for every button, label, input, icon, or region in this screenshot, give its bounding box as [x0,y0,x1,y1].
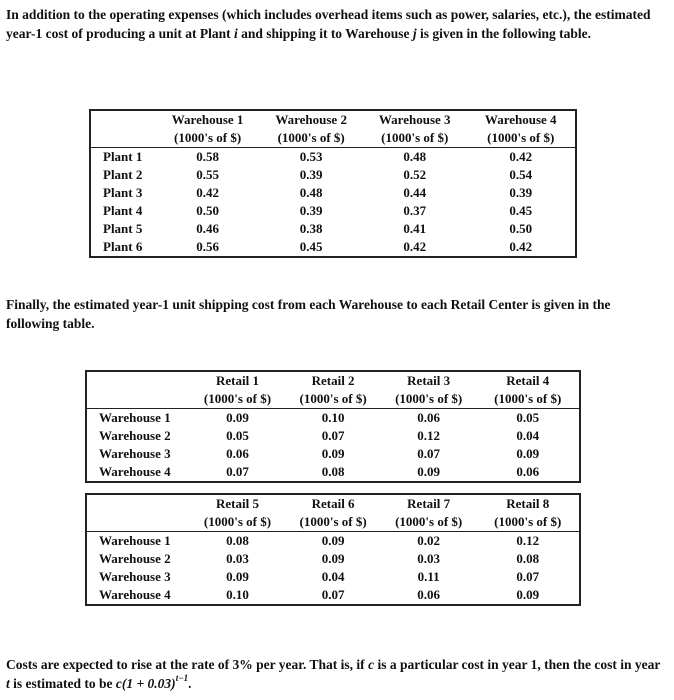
table-cell: 0.05 [476,409,580,428]
header-row [90,110,576,129]
table-cell: 0.12 [476,532,580,551]
table-cell: 0.09 [381,463,477,482]
table-cell: 0.07 [417,446,441,461]
table-cell: 0.45 [467,202,577,220]
footer-text-4: . [188,676,192,691]
row-label: Plant 3 [90,184,156,202]
corner-cell [90,110,156,129]
table-cell: 0.06 [226,446,249,461]
var-j: j [412,26,417,41]
column-header: Warehouse 4 [467,110,577,129]
intro-text-3: is given in the following table. [416,26,591,41]
table-cell: 0.09 [321,446,345,461]
table-row [86,427,580,445]
table-cell: 0.38 [299,221,323,236]
header-row [86,371,580,390]
row-label: Warehouse 3 [86,445,190,463]
column-unit: (1000's of $) [476,390,580,409]
corner-cell [86,494,190,513]
corner-cell [86,513,190,532]
column-header: Retail 7 [381,494,477,513]
header-row [86,494,580,513]
warehouse-retail-cost-table [85,370,581,606]
var-i: i [234,26,238,41]
footer-paragraph [6,655,661,693]
column-unit: (1000's of $) [190,390,286,409]
table-cell: 0.03 [417,551,441,566]
plant-warehouse-cost-body [90,110,576,257]
column-unit: (1000's of $) [285,513,381,532]
table-cell: 0.39 [299,167,323,182]
table-cell: 0.11 [417,569,440,584]
table-cell: 0.04 [321,569,345,584]
row-label: Warehouse 2 [86,550,190,568]
table-cell: 0.08 [476,550,580,568]
table-cell: 0.48 [403,149,427,164]
table-cell: 0.09 [476,445,580,463]
table-row [90,184,576,202]
table-cell: 0.53 [299,149,323,164]
table-row [90,148,576,167]
row-label: Warehouse 1 [86,532,190,551]
column-header: Retail 8 [476,494,580,513]
formula-base: c(1 + 0.03) [115,676,176,691]
row-label: Plant 1 [90,148,156,167]
table-cell: 0.48 [299,185,323,200]
column-header: Retail 3 [381,371,477,390]
column-header: Warehouse 2 [259,110,363,129]
plant-warehouse-cost-table [89,109,577,258]
table-cell: 0.07 [476,568,580,586]
table-cell: 0.12 [417,428,441,443]
table-cell: 0.42 [467,238,577,257]
row-label: Warehouse 4 [86,586,190,605]
table-cell: 0.41 [403,221,427,236]
row-label: Warehouse 1 [86,409,190,428]
row-label: Plant 4 [90,202,156,220]
table-row [86,568,580,586]
table-cell: 0.03 [226,551,249,566]
table-row [90,202,576,220]
table-cell: 0.02 [417,533,441,548]
intro-text-1: In addition to the operating expenses (which includes overhead items such as power, salaries, etc.), the estimated year-1 cost of producing a unit at Plant [6,7,651,41]
table-cell: 0.08 [226,533,249,548]
table-row [86,586,580,605]
block-spacer [86,482,580,494]
column-unit: (1000's of $) [381,390,477,409]
table-cell: 0.56 [156,238,260,257]
intro-text-2: and shipping it to Warehouse [237,26,413,41]
table-cell: 0.08 [285,463,381,482]
table-cell: 0.09 [226,410,249,425]
table-cell: 0.09 [476,586,580,605]
column-unit: (1000's of $) [259,129,363,148]
footer-text-3: is estimated to be [9,676,116,691]
table-cell: 0.52 [403,167,427,182]
corner-cell [86,390,190,409]
corner-cell [86,371,190,390]
column-header: Retail 5 [190,494,286,513]
table-cell: 0.07 [285,586,381,605]
table-row [86,550,580,568]
column-header: Warehouse 1 [156,110,260,129]
table-cell: 0.50 [467,220,577,238]
table-row [86,463,580,482]
table-cell: 0.45 [259,238,363,257]
intro-paragraph [6,5,661,43]
row-label: Warehouse 3 [86,568,190,586]
unit-row [90,129,576,148]
column-unit: (1000's of $) [190,513,286,532]
row-label: Warehouse 2 [86,427,190,445]
row-label: Plant 6 [90,238,156,257]
table-cell: 0.37 [403,203,427,218]
unit-row [86,390,580,409]
table-row [86,532,580,551]
table-row [90,238,576,257]
table-cell: 0.39 [299,203,323,218]
row-label: Plant 2 [90,166,156,184]
table-cell: 0.06 [381,586,477,605]
table-cell: 0.42 [467,148,577,167]
table-cell: 0.54 [467,166,577,184]
table-cell: 0.09 [226,569,249,584]
table-cell: 0.50 [196,203,219,218]
table-cell: 0.09 [321,551,345,566]
column-unit: (1000's of $) [467,129,577,148]
row-label: Plant 5 [90,220,156,238]
column-header: Retail 2 [285,371,381,390]
unit-row [86,513,580,532]
table-cell: 0.06 [417,410,441,425]
table-cell: 0.44 [403,185,427,200]
formula-exponent: t−1 [175,673,189,683]
table-cell: 0.10 [321,410,345,425]
table-cell: 0.09 [321,533,345,548]
table-cell: 0.39 [467,184,577,202]
column-header: Retail 6 [285,494,381,513]
table-cell: 0.42 [196,185,219,200]
table-cell: 0.10 [190,586,286,605]
table-cell: 0.42 [363,238,467,257]
column-header: Retail 4 [476,371,580,390]
table-cell: 0.07 [321,428,345,443]
spacer-cell [86,482,580,494]
var-t: t [6,676,10,691]
table-cell: 0.07 [190,463,286,482]
warehouse-retail-cost-body [86,371,580,605]
table-cell: 0.55 [196,167,219,182]
column-unit: (1000's of $) [285,390,381,409]
table-cell: 0.46 [196,221,219,236]
table-cell: 0.04 [476,427,580,445]
cost-formula [115,673,189,691]
column-unit: (1000's of $) [381,513,477,532]
table-row [90,220,576,238]
column-header: Warehouse 3 [363,110,467,129]
footer-text-1: Costs are expected to rise at the rate of 3% per year. That is, if [6,657,369,672]
footer-text-2: is a particular cost in year 1, then the cost in year [374,657,661,672]
column-unit: (1000's of $) [476,513,580,532]
corner-cell [90,129,156,148]
middle-paragraph: Finally, the estimated year-1 unit shipping cost from each Warehouse to each Retail Center is given in the following table. [6,297,611,331]
row-label: Warehouse 4 [86,463,190,482]
table-row [86,409,580,428]
table-cell: 0.58 [196,149,219,164]
var-c: c [368,657,375,672]
column-unit: (1000's of $) [363,129,467,148]
table-cell: 0.05 [226,428,249,443]
column-unit: (1000's of $) [156,129,260,148]
column-header: Retail 1 [190,371,286,390]
table-cell: 0.06 [476,463,580,482]
table-row [86,445,580,463]
table-row [90,166,576,184]
